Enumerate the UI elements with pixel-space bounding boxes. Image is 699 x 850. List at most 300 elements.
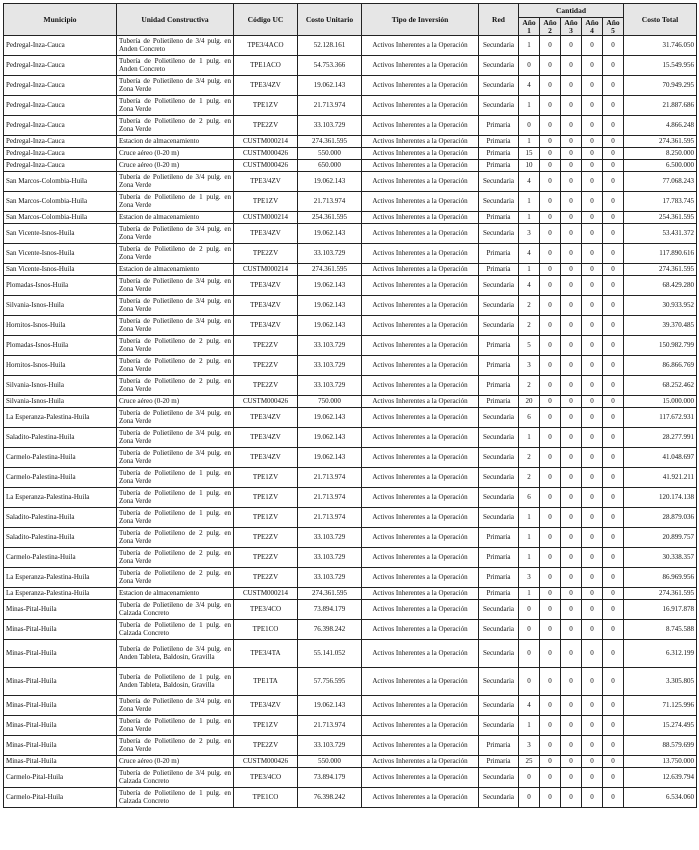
cell-anio-5: 0 [603,148,624,160]
cell-anio-3: 0 [561,468,582,488]
cell-anio-1: 3 [519,736,540,756]
cell-anio-3: 0 [561,548,582,568]
cell-anio-5: 0 [603,448,624,468]
cell-anio-1: 0 [519,116,540,136]
cell-codigo: TPE1ZV [234,468,298,488]
cell-codigo: TPE2ZV [234,244,298,264]
cell-anio-3: 0 [561,588,582,600]
cell-anio-2: 0 [540,408,561,428]
cell-anio-5: 0 [603,788,624,808]
cell-anio-5: 0 [603,336,624,356]
cell-anio-2: 0 [540,788,561,808]
cell-costo-unitario: 550.000 [298,148,362,160]
cell-anio-3: 0 [561,56,582,76]
cell-costo-total: 20.899.757 [624,528,697,548]
cell-anio-1: 2 [519,316,540,336]
cell-anio-4: 0 [582,736,603,756]
cell-unidad: Tubería de Polietileno de 1 pulg. en Calzada Concreto [117,620,234,640]
cell-codigo: TPE2ZV [234,336,298,356]
cell-municipio: San Vicente-Isnos-Huila [4,244,117,264]
cell-tipo: Activos Inherentes a la Operación [362,376,479,396]
cell-anio-1: 4 [519,276,540,296]
table-row [4,336,697,356]
cell-costo-total: 31.746.050 [624,36,697,56]
cell-costo-total: 21.887.686 [624,96,697,116]
cell-anio-2: 0 [540,296,561,316]
cell-anio-5: 0 [603,600,624,620]
cell-anio-1: 1 [519,428,540,448]
cell-unidad: Tubería de Polietileno de 2 pulg. en Zona Verde [117,568,234,588]
table-row [4,264,697,276]
cell-anio-3: 0 [561,640,582,668]
cell-anio-3: 0 [561,76,582,96]
cell-municipio: La Esperanza-Palestina-Huila [4,588,117,600]
cell-anio-4: 0 [582,172,603,192]
cell-costo-unitario: 33.103.729 [298,568,362,588]
cell-costo-total: 117.672.931 [624,408,697,428]
cell-codigo: CUSTM000214 [234,212,298,224]
cell-anio-5: 0 [603,116,624,136]
cell-unidad: Tubería de Polietileno de 2 pulg. en Zona Verde [117,244,234,264]
cell-costo-unitario: 33.103.729 [298,528,362,548]
cell-anio-2: 0 [540,356,561,376]
cell-costo-total: 39.370.485 [624,316,697,336]
cell-codigo: TPE2ZV [234,736,298,756]
cell-anio-3: 0 [561,116,582,136]
table-row [4,316,697,336]
cell-anio-4: 0 [582,56,603,76]
cell-unidad: Cruce aéreo (0-20 m) [117,148,234,160]
table-row [4,600,697,620]
cell-municipio: Minas-Pital-Huila [4,696,117,716]
cell-red: Primaria [479,568,519,588]
cell-anio-2: 0 [540,244,561,264]
cell-costo-unitario: 21.713.974 [298,468,362,488]
cell-codigo: TPE1ZV [234,192,298,212]
cell-costo-total: 6.312.199 [624,640,697,668]
cell-tipo: Activos Inherentes a la Operación [362,768,479,788]
cell-anio-4: 0 [582,768,603,788]
cell-costo-unitario: 33.103.729 [298,356,362,376]
table-row [4,212,697,224]
cell-anio-1: 0 [519,788,540,808]
cell-costo-total: 53.431.372 [624,224,697,244]
cell-costo-unitario: 274.361.595 [298,264,362,276]
cell-costo-total: 41.048.697 [624,448,697,468]
cell-anio-1: 4 [519,172,540,192]
cell-red: Secundaria [479,296,519,316]
cell-costo-unitario: 650.000 [298,160,362,172]
cell-municipio: Minas-Pital-Huila [4,600,117,620]
cell-anio-2: 0 [540,336,561,356]
cell-costo-total: 17.783.745 [624,192,697,212]
cell-anio-4: 0 [582,448,603,468]
table-row [4,620,697,640]
cell-tipo: Activos Inherentes a la Operación [362,548,479,568]
cell-red: Secundaria [479,696,519,716]
cell-anio-1: 0 [519,668,540,696]
cell-costo-unitario: 19.062.143 [298,316,362,336]
cell-costo-unitario: 550.000 [298,756,362,768]
cell-anio-3: 0 [561,276,582,296]
cell-costo-total: 13.750.000 [624,756,697,768]
cell-anio-5: 0 [603,696,624,716]
table-row [4,76,697,96]
cell-costo-unitario: 274.361.595 [298,588,362,600]
cell-codigo: CUSTM000426 [234,396,298,408]
table-row [4,136,697,148]
cell-anio-3: 0 [561,224,582,244]
cell-anio-3: 0 [561,428,582,448]
cell-anio-4: 0 [582,76,603,96]
cell-unidad: Tubería de Polietileno de 3/4 pulg. en Calzada Concreto [117,768,234,788]
cell-red: Secundaria [479,36,519,56]
cell-codigo: TPE3/4ZV [234,696,298,716]
table-row [4,696,697,716]
cell-unidad: Tubería de Polietileno de 3/4 pulg. en Anden Concreto [117,36,234,56]
cell-municipio: Pedregal-Inza-Cauca [4,160,117,172]
cell-anio-1: 2 [519,296,540,316]
cell-anio-2: 0 [540,36,561,56]
cell-red: Primaria [479,756,519,768]
cell-anio-5: 0 [603,396,624,408]
cell-codigo: TPE3/4ZV [234,316,298,336]
cell-anio-3: 0 [561,36,582,56]
cell-red: Secundaria [479,488,519,508]
cell-red: Secundaria [479,316,519,336]
cell-costo-total: 15.274.495 [624,716,697,736]
cell-anio-1: 1 [519,96,540,116]
cell-unidad: Tubería de Polietileno de 2 pulg. en Zona Verde [117,356,234,376]
cell-anio-1: 1 [519,136,540,148]
cell-municipio: Carmelo-Palestina-Huila [4,448,117,468]
cell-municipio: Hornitos-Isnos-Huila [4,316,117,336]
cell-codigo: TPE2ZV [234,356,298,376]
cell-anio-5: 0 [603,160,624,172]
cell-red: Secundaria [479,96,519,116]
cell-anio-4: 0 [582,568,603,588]
cell-costo-unitario: 76.398.242 [298,788,362,808]
cell-red: Secundaria [479,788,519,808]
cell-costo-total: 6.500.000 [624,160,697,172]
cell-anio-1: 4 [519,696,540,716]
cell-red: Secundaria [479,716,519,736]
cell-anio-5: 0 [603,224,624,244]
table-row [4,768,697,788]
cell-anio-5: 0 [603,244,624,264]
cell-anio-1: 3 [519,356,540,376]
cell-tipo: Activos Inherentes a la Operación [362,136,479,148]
cell-anio-3: 0 [561,356,582,376]
cell-unidad: Tubería de Polietileno de 2 pulg. en Zona Verde [117,528,234,548]
cell-anio-3: 0 [561,96,582,116]
cell-anio-3: 0 [561,376,582,396]
cell-red: Secundaria [479,468,519,488]
cell-anio-1: 1 [519,192,540,212]
table-row [4,192,697,212]
cell-municipio: Silvania-Isnos-Huila [4,376,117,396]
cell-codigo: TPE3/4ZV [234,408,298,428]
cell-anio-4: 0 [582,136,603,148]
cell-tipo: Activos Inherentes a la Operación [362,756,479,768]
cell-costo-total: 68.252.462 [624,376,697,396]
cell-unidad: Tubería de Polietileno de 3/4 pulg. en Zona Verde [117,172,234,192]
cell-unidad: Tubería de Polietileno de 1 pulg. en Zona Verde [117,488,234,508]
cell-codigo: TPE1ZV [234,96,298,116]
cell-red: Primaria [479,148,519,160]
cell-anio-3: 0 [561,136,582,148]
cell-anio-1: 2 [519,468,540,488]
cell-anio-1: 1 [519,508,540,528]
cell-anio-2: 0 [540,768,561,788]
cell-unidad: Tubería de Polietileno de 2 pulg. en Zona Verde [117,376,234,396]
cell-anio-5: 0 [603,264,624,276]
cell-costo-unitario: 21.713.974 [298,488,362,508]
cell-codigo: TPE2ZV [234,568,298,588]
cell-anio-2: 0 [540,148,561,160]
cell-anio-2: 0 [540,376,561,396]
cell-tipo: Activos Inherentes a la Operación [362,396,479,408]
cell-anio-1: 1 [519,716,540,736]
cell-municipio: La Esperanza-Palestina-Huila [4,488,117,508]
cell-codigo: TPE1CO [234,620,298,640]
cell-anio-1: 1 [519,212,540,224]
cell-anio-2: 0 [540,160,561,172]
cell-anio-3: 0 [561,408,582,428]
cell-anio-1: 20 [519,396,540,408]
cell-municipio: Carmelo-Pital-Huila [4,788,117,808]
cell-anio-3: 0 [561,212,582,224]
cell-unidad: Tubería de Polietileno de 1 pulg. en Anden Tableta, Baldosin, Gravilla [117,668,234,696]
cell-municipio: Pedregal-Inza-Cauca [4,56,117,76]
cell-red: Primaria [479,336,519,356]
header-costo-unitario: Costo Unitario [298,4,362,36]
cell-anio-3: 0 [561,508,582,528]
cell-anio-5: 0 [603,588,624,600]
cell-tipo: Activos Inherentes a la Operación [362,716,479,736]
cell-unidad: Cruce aéreo (0-20 m) [117,160,234,172]
cell-anio-2: 0 [540,136,561,148]
cell-anio-1: 0 [519,56,540,76]
cell-anio-4: 0 [582,244,603,264]
cell-red: Secundaria [479,428,519,448]
table-row [4,376,697,396]
cell-tipo: Activos Inherentes a la Operación [362,508,479,528]
cell-unidad: Estacion de almacenamiento [117,136,234,148]
cell-municipio: Plomadas-Isnos-Huila [4,276,117,296]
cell-tipo: Activos Inherentes a la Operación [362,192,479,212]
cell-anio-5: 0 [603,76,624,96]
table-row [4,756,697,768]
cell-unidad: Tubería de Polietileno de 3/4 pulg. en Zona Verde [117,696,234,716]
cell-anio-1: 0 [519,640,540,668]
cell-municipio: La Esperanza-Palestina-Huila [4,568,117,588]
cell-costo-total: 28.277.991 [624,428,697,448]
header-cantidad: Cantidad [519,4,624,18]
cell-anio-5: 0 [603,716,624,736]
cell-unidad: Tubería de Polietileno de 2 pulg. en Zona Verde [117,336,234,356]
cell-costo-total: 117.890.616 [624,244,697,264]
cell-tipo: Activos Inherentes a la Operación [362,76,479,96]
cell-municipio: San Marcos-Colombia-Huila [4,212,117,224]
cell-costo-total: 15.549.956 [624,56,697,76]
cell-codigo: TPE3/4ZV [234,224,298,244]
cell-anio-3: 0 [561,316,582,336]
cell-costo-total: 12.639.794 [624,768,697,788]
cell-codigo: TPE3/4ZV [234,448,298,468]
cell-anio-1: 1 [519,528,540,548]
cell-costo-total: 254.361.595 [624,212,697,224]
cell-codigo: TPE3/4ZV [234,428,298,448]
cell-tipo: Activos Inherentes a la Operación [362,316,479,336]
cell-anio-5: 0 [603,356,624,376]
table-row [4,468,697,488]
cell-tipo: Activos Inherentes a la Operación [362,356,479,376]
cell-anio-4: 0 [582,668,603,696]
table-row [4,36,697,56]
cell-anio-5: 0 [603,172,624,192]
cell-anio-2: 0 [540,224,561,244]
cell-tipo: Activos Inherentes a la Operación [362,640,479,668]
cell-municipio: Minas-Pital-Huila [4,716,117,736]
cell-tipo: Activos Inherentes a la Operación [362,600,479,620]
cell-red: Secundaria [479,76,519,96]
cell-anio-4: 0 [582,296,603,316]
cell-unidad: Tubería de Polietileno de 1 pulg. en Zona Verde [117,468,234,488]
cell-tipo: Activos Inherentes a la Operación [362,696,479,716]
cell-unidad: Tubería de Polietileno de 3/4 pulg. en Zona Verde [117,316,234,336]
table-row [4,428,697,448]
cell-anio-2: 0 [540,716,561,736]
cell-anio-4: 0 [582,788,603,808]
header-anio-5: Año 5 [603,18,624,36]
cell-anio-1: 3 [519,568,540,588]
cell-anio-3: 0 [561,244,582,264]
cell-anio-2: 0 [540,76,561,96]
cell-codigo: TPE2ZV [234,548,298,568]
cell-unidad: Tubería de Polietileno de 3/4 pulg. en Zona Verde [117,224,234,244]
table-row [4,356,697,376]
cell-municipio: Hornitos-Isnos-Huila [4,356,117,376]
cell-anio-2: 0 [540,264,561,276]
cell-anio-4: 0 [582,336,603,356]
cell-costo-total: 28.879.036 [624,508,697,528]
cell-anio-1: 3 [519,224,540,244]
cell-anio-4: 0 [582,716,603,736]
cell-tipo: Activos Inherentes a la Operación [362,568,479,588]
cell-costo-unitario: 76.398.242 [298,620,362,640]
cell-anio-1: 0 [519,620,540,640]
cell-anio-5: 0 [603,276,624,296]
cell-anio-1: 0 [519,600,540,620]
header-codigo: Código UC [234,4,298,36]
cell-costo-unitario: 19.062.143 [298,276,362,296]
cell-municipio: Minas-Pital-Huila [4,640,117,668]
cell-tipo: Activos Inherentes a la Operación [362,244,479,264]
cell-municipio: Pedregal-Inza-Cauca [4,36,117,56]
cell-anio-3: 0 [561,568,582,588]
cell-anio-2: 0 [540,696,561,716]
cell-costo-unitario: 33.103.729 [298,376,362,396]
cell-codigo: CUSTM000214 [234,136,298,148]
cell-anio-2: 0 [540,56,561,76]
cell-tipo: Activos Inherentes a la Operación [362,788,479,808]
cell-red: Primaria [479,528,519,548]
cell-unidad: Cruce aéreo (0-20 m) [117,396,234,408]
cell-tipo: Activos Inherentes a la Operación [362,96,479,116]
cell-anio-5: 0 [603,528,624,548]
cell-anio-2: 0 [540,528,561,548]
cell-municipio: Carmelo-Pital-Huila [4,768,117,788]
table-row [4,224,697,244]
cell-anio-3: 0 [561,336,582,356]
cell-red: Primaria [479,356,519,376]
cell-tipo: Activos Inherentes a la Operación [362,428,479,448]
cell-codigo: TPE3/4ZV [234,76,298,96]
header-unidad: Unidad Constructiva [117,4,234,36]
table-row [4,716,697,736]
cell-unidad: Estacion de almacenamiento [117,264,234,276]
cell-anio-4: 0 [582,508,603,528]
cell-municipio: Saladito-Palestina-Huila [4,528,117,548]
table-row [4,488,697,508]
cell-anio-3: 0 [561,600,582,620]
cell-anio-3: 0 [561,488,582,508]
cell-unidad: Tubería de Polietileno de 3/4 pulg. en Zona Verde [117,276,234,296]
cell-anio-5: 0 [603,316,624,336]
cell-codigo: TPE1TA [234,668,298,696]
cell-anio-1: 1 [519,588,540,600]
cell-red: Primaria [479,588,519,600]
cell-tipo: Activos Inherentes a la Operación [362,336,479,356]
cell-anio-3: 0 [561,716,582,736]
table-row [4,96,697,116]
cell-anio-4: 0 [582,276,603,296]
cell-anio-2: 0 [540,640,561,668]
table-row [4,668,697,696]
cell-anio-4: 0 [582,316,603,336]
cell-tipo: Activos Inherentes a la Operación [362,172,479,192]
cell-anio-1: 4 [519,244,540,264]
cell-costo-unitario: 254.361.595 [298,212,362,224]
cell-costo-total: 274.361.595 [624,264,697,276]
cell-anio-4: 0 [582,356,603,376]
table-row [4,56,697,76]
cell-unidad: Estacion de almacenamiento [117,588,234,600]
cell-anio-3: 0 [561,696,582,716]
cell-anio-5: 0 [603,640,624,668]
cell-costo-total: 68.429.280 [624,276,697,296]
cell-municipio: Pedregal-Inza-Cauca [4,136,117,148]
cell-municipio: San Marcos-Colombia-Huila [4,172,117,192]
cell-costo-total: 8.250.000 [624,148,697,160]
cell-codigo: TPE2ZV [234,116,298,136]
cell-anio-2: 0 [540,668,561,696]
cell-codigo: TPE3/4ZV [234,276,298,296]
cell-costo-unitario: 19.062.143 [298,172,362,192]
cell-unidad: Estacion de almacenamiento [117,212,234,224]
cell-anio-4: 0 [582,428,603,448]
cell-tipo: Activos Inherentes a la Operación [362,148,479,160]
cell-costo-unitario: 33.103.729 [298,116,362,136]
cell-costo-total: 86.866.769 [624,356,697,376]
table-row [4,788,697,808]
cell-red: Secundaria [479,508,519,528]
header-municipio: Municipio [4,4,117,36]
cell-costo-unitario: 21.713.974 [298,192,362,212]
cell-tipo: Activos Inherentes a la Operación [362,36,479,56]
cell-unidad: Cruce aéreo (0-20 m) [117,756,234,768]
